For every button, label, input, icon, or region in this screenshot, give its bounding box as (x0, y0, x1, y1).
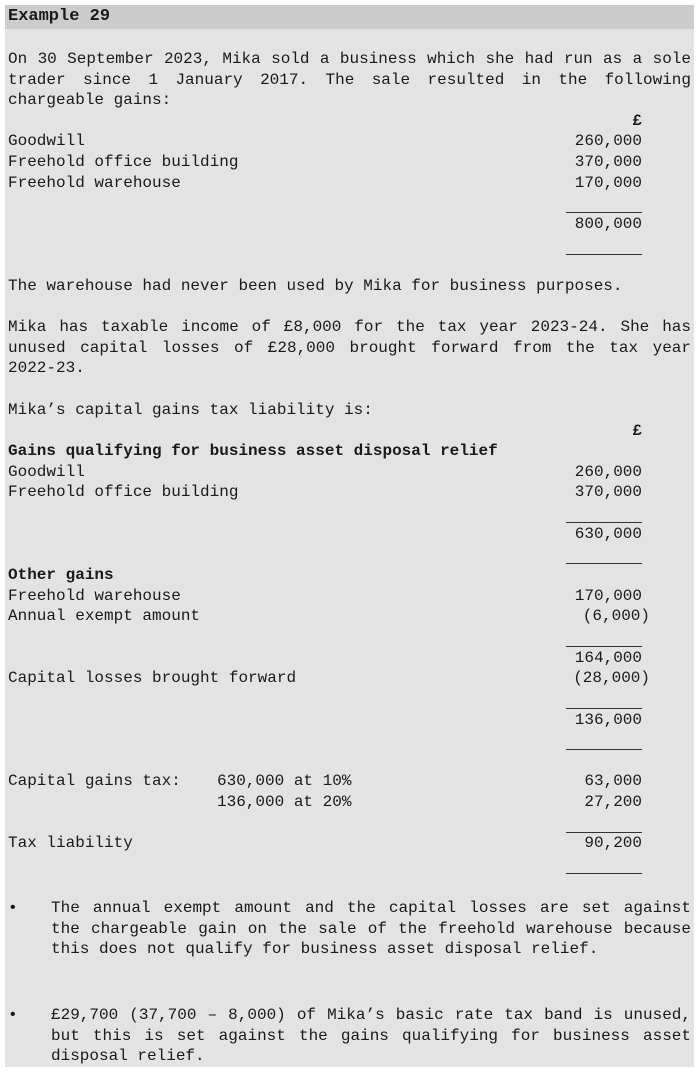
bullet-text: £29,700 (37,700 – 8,000) of Mika’s basic rate tax band is unused, but this is set against the gains qualifying for business asset disposal relief. (51, 1006, 691, 1066)
gain-value: 370,000 (574, 153, 642, 171)
badr-total: 630,000 (574, 525, 642, 543)
total-rule (566, 522, 642, 523)
badr-heading: Gains qualifying for business asset disposal relief (8, 442, 498, 460)
total-rule (566, 212, 642, 213)
currency-header-2: £ (632, 422, 642, 440)
bullet-text: The annual exempt amount and the capital losses are set against the chargeable gain on the sale of the freehold warehouse because this does not qualify for business asset disposal relief. (51, 899, 691, 959)
total-rule (566, 708, 642, 709)
currency-header-1: £ (632, 112, 642, 130)
liability-label: Tax liability (8, 834, 133, 852)
cgt-value: 27,200 (584, 793, 642, 811)
bullet-dot: • (8, 1006, 18, 1024)
document-page (5, 5, 694, 1067)
total-rule (566, 563, 642, 564)
other-total: 136,000 (574, 711, 642, 729)
badr-label: Goodwill (8, 463, 85, 481)
gain-value: 170,000 (574, 174, 642, 192)
liability-intro: Mika’s capital gains tax liability is: (8, 401, 373, 419)
gain-label: Goodwill (8, 132, 85, 150)
cgt-line: 136,000 at 20% (217, 793, 352, 811)
gain-label: Freehold office building (8, 153, 239, 171)
other-value: (6,000) (582, 607, 650, 625)
cgt-label: Capital gains tax: (8, 772, 181, 790)
title-bar (5, 5, 694, 29)
losses-label: Capital losses brought forward (8, 669, 297, 687)
intro-paragraph: On 30 September 2023, Mika sold a business which she had run as a sole trader since 1 January 2017. The sale resulted in the following chargeable gains: (8, 50, 691, 110)
example-title: Example 29 (8, 7, 111, 26)
badr-value: 260,000 (574, 463, 642, 481)
badr-label: Freehold office building (8, 483, 239, 501)
other-heading: Other gains (8, 566, 114, 584)
total-rule (566, 873, 642, 874)
gain-value: 260,000 (574, 132, 642, 150)
other-subtotal: 164,000 (574, 649, 642, 667)
income-paragraph: Mika has taxable income of £8,000 for the tax year 2023-24. She has unused capital losses of £28,000 brought forward from the tax year 2022-23. (8, 318, 691, 378)
total-rule (566, 254, 642, 255)
cgt-line: 630,000 at 10% (217, 772, 352, 790)
other-label: Annual exempt amount (8, 607, 201, 625)
total-rule (566, 749, 642, 750)
warehouse-note: The warehouse had never been used by Mika for business purposes. (8, 277, 623, 295)
other-label: Freehold warehouse (8, 587, 181, 605)
other-value: 170,000 (574, 587, 642, 605)
cgt-value: 63,000 (584, 772, 642, 790)
gains-total: 800,000 (574, 215, 642, 233)
gain-label: Freehold warehouse (8, 174, 181, 192)
total-rule (566, 646, 642, 647)
bullet-dot: • (8, 899, 18, 917)
liability-value: 90,200 (584, 834, 642, 852)
badr-value: 370,000 (574, 483, 642, 501)
losses-value: (28,000) (573, 669, 650, 687)
